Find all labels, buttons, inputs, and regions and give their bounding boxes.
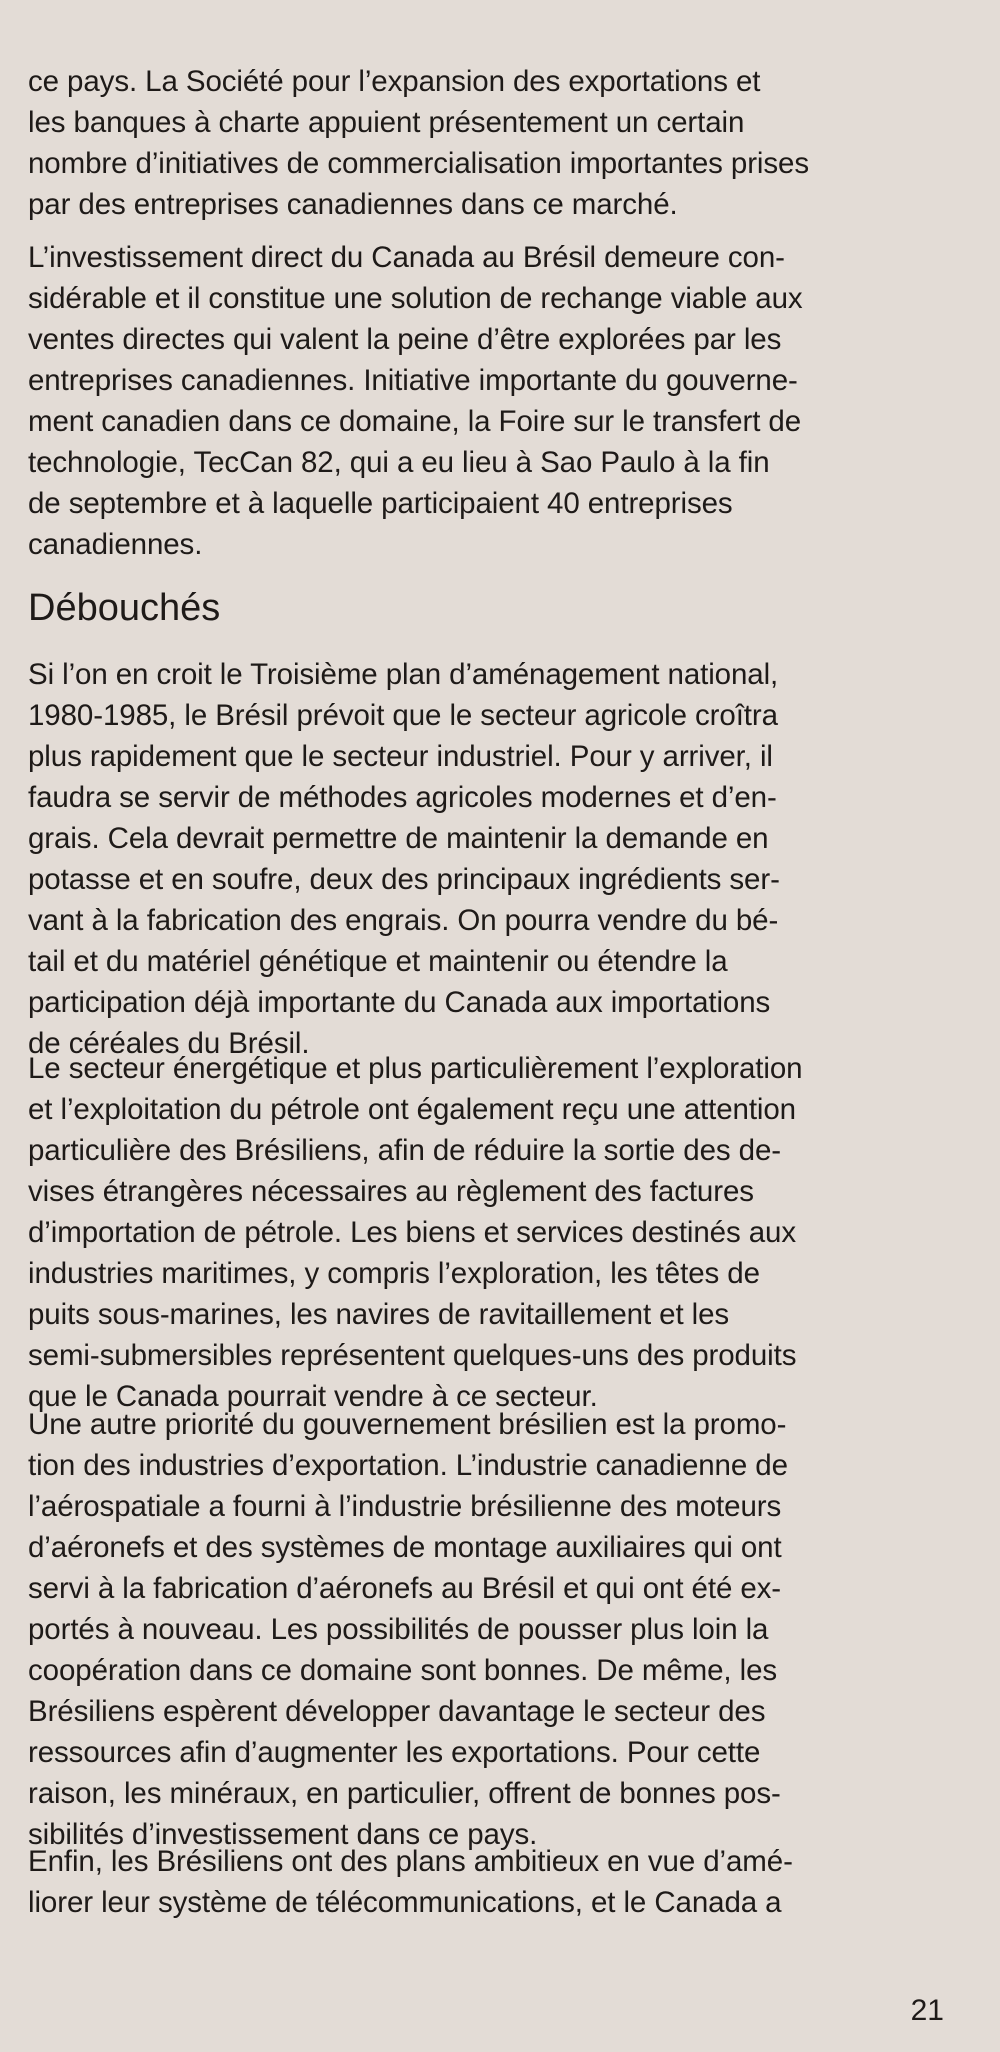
text-line: participation déjà importante du Canada aux importations [28, 986, 771, 1019]
text-line: et l’exploitation du pétrole ont également reçu une attention [28, 1093, 796, 1126]
text-line: liorer leur système de télécommunications, et le Canada a [28, 1886, 782, 1919]
text-line: grais. Cela devrait permettre de maintenir la demande en [28, 822, 769, 855]
text-line: ventes directes qui valent la peine d’être explorées par les [28, 323, 782, 356]
text-line: portés à nouveau. Les possibilités de pousser plus loin la [28, 1613, 769, 1646]
paragraph-direct-investment [28, 237, 976, 565]
text-line: entreprises canadiennes. Initiative importante du gouverne- [28, 364, 798, 397]
text-line: de céréales du Brésil. [28, 1027, 310, 1060]
text-line: vises étrangères nécessaires au règlement des factures [28, 1175, 754, 1208]
text-line: d’aéronefs et des systèmes de montage auxiliaires qui ont [28, 1531, 782, 1564]
text-line: coopération dans ce domaine sont bonnes. De même, les [28, 1654, 778, 1687]
text-line: Le secteur énergétique et plus particulièrement l’exploration [28, 1052, 803, 1085]
text-line: sibilités d’investissement dans ce pays. [28, 1818, 538, 1851]
page-number: 21 [910, 1994, 944, 2027]
text-line: l’aérospatiale a fourni à l’industrie brésilienne des moteurs [28, 1490, 782, 1523]
text-line: Si l’on en croit le Troisième plan d’aménagement national, [28, 658, 779, 691]
text-line: semi-submersibles représentent quelques-uns des produits [28, 1339, 797, 1372]
section-heading: Débouchés [28, 587, 221, 629]
paragraph-agriculture [28, 654, 976, 1064]
text-line: que le Canada pourrait vendre à ce secteur. [28, 1380, 598, 1413]
text-line: servi à la fabrication d’aéronefs au Brésil et qui ont été ex- [28, 1572, 782, 1605]
paragraph-energy [28, 1048, 976, 1417]
text-line: ce pays. La Société pour l’expansion des exportations et [28, 65, 761, 98]
text-line: faudra se servir de méthodes agricoles modernes et d’en- [28, 781, 777, 814]
text-line: ressources afin d’augmenter les exportations. Pour cette [28, 1736, 761, 1769]
text-line: d’importation de pétrole. Les biens et services destinés aux [28, 1216, 796, 1249]
text-line: de septembre et à laquelle participaient 40 entreprises [28, 487, 733, 520]
paragraph-export-industries [28, 1404, 976, 1855]
text-line: nombre d’initiatives de commercialisation importantes prises [28, 147, 809, 180]
text-line: ment canadien dans ce domaine, la Foire sur le transfert de [28, 405, 801, 438]
text-line: 1980-1985, le Brésil prévoit que le secteur agricole croîtra [28, 699, 778, 732]
text-line: Une autre priorité du gouvernement brésilien est la promo- [28, 1408, 787, 1441]
text-line: potasse et en soufre, deux des principaux ingrédients ser- [28, 863, 780, 896]
text-line: tion des industries d’exportation. L’industrie canadienne de [28, 1449, 788, 1482]
paragraph-telecommunications [28, 1841, 976, 1923]
text-line: plus rapidement que le secteur industriel. Pour y arriver, il [28, 740, 773, 773]
text-line: puits sous-marines, les navires de ravitaillement et les [28, 1298, 730, 1331]
text-line: par des entreprises canadiennes dans ce marché. [28, 188, 678, 221]
text-line: Brésiliens espèrent développer davantage le secteur des [28, 1695, 766, 1728]
text-line: canadiennes. [28, 528, 203, 561]
text-line: industries maritimes, y compris l’exploration, les têtes de [28, 1257, 760, 1290]
text-line: Enfin, les Brésiliens ont des plans ambitieux en vue d’amé- [28, 1845, 793, 1878]
paragraph-export-support [28, 61, 976, 225]
text-line: technologie, TecCan 82, qui a eu lieu à Sao Paulo à la fin [28, 446, 770, 479]
text-line: vant à la fabrication des engrais. On pourra vendre du bé- [28, 904, 779, 937]
text-line: raison, les minéraux, en particulier, offrent de bonnes pos- [28, 1777, 781, 1810]
text-line: L’investissement direct du Canada au Brésil demeure con- [28, 241, 785, 274]
text-line: particulière des Brésiliens, afin de réduire la sortie des de- [28, 1134, 781, 1167]
text-line: sidérable et il constitue une solution de rechange viable aux [28, 282, 803, 315]
text-line: tail et du matériel génétique et maintenir ou étendre la [28, 945, 728, 978]
text-line: les banques à charte appuient présentement un certain [28, 106, 745, 139]
